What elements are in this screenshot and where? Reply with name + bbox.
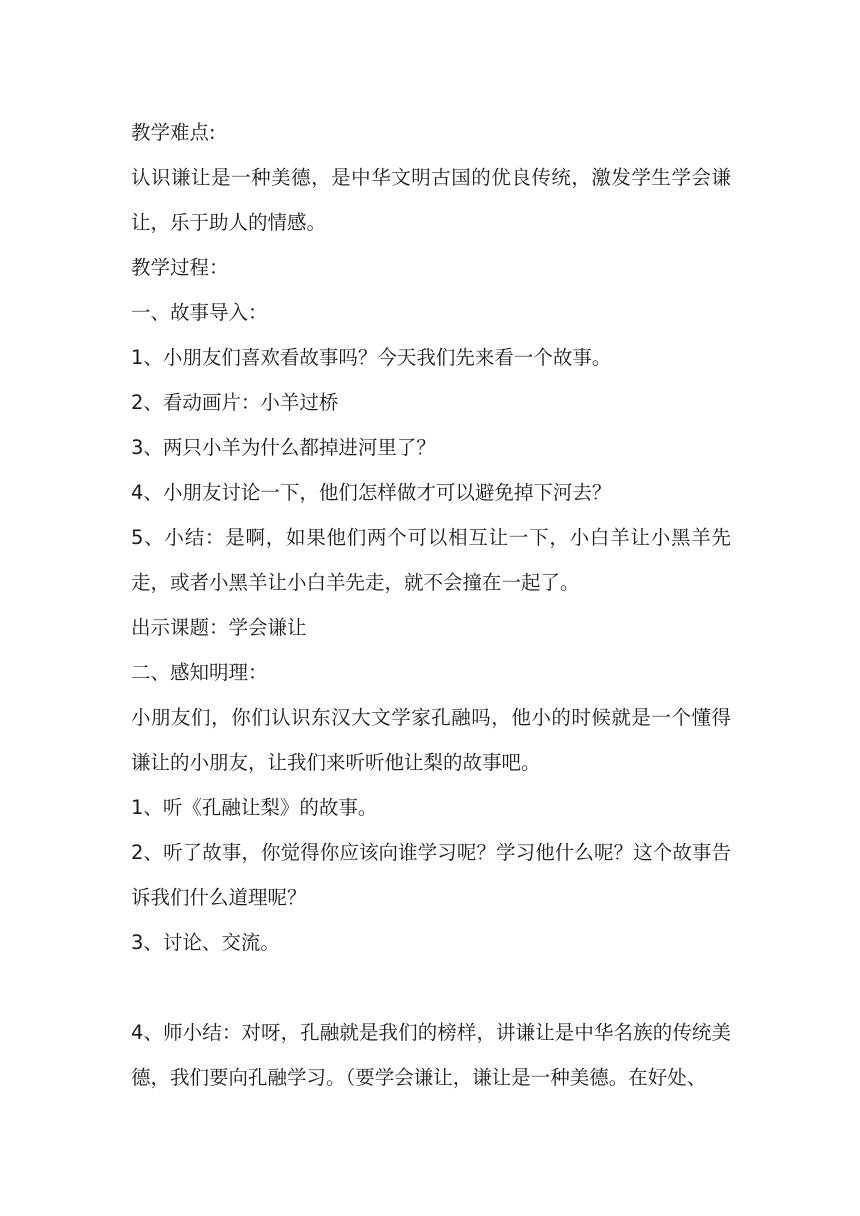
list-item-questions: 2、听了故事，你觉得你应该向谁学习呢？学习他什么呢？这个故事告诉我们什么道理呢？ [131,841,731,909]
section-heading-perception: 二、感知明理： [131,661,268,684]
document-body [131,110,731,1100]
list-item-discussion: 3、讨论、交流。 [131,931,280,954]
section-heading-story-intro: 一、故事导入： [131,301,268,324]
section-heading-difficulty: 教学难点: [131,121,216,144]
lesson-title-line: 出示课题：学会谦让 [131,616,307,639]
list-item-3: 3、两只小羊为什么都掉进河里了？ [131,436,436,459]
list-item-5: 5、小结：是啊，如果他们两个可以相互让一下，小白羊让小黑羊先走，或者小黑羊让小白羊先走，就不会撞在一起了。 [131,526,731,594]
list-item-listen-story: 1、听《孔融让梨》的故事。 [131,796,378,819]
section-heading-process: 教学过程： [131,256,229,279]
list-item-teacher-summary: 4、师小结：对呀，孔融就是我们的榜样，讲谦让是中华名族的传统美德，我们要向孔融学习。（要学会谦让，谦让是一种美德。在好处、 [131,1021,731,1089]
list-item-2: 2、看动画片：小羊过桥 [131,391,339,414]
paragraph-kongrong-intro: 小朋友们，你们认识东汉大文学家孔融吗，他小的时候就是一个懂得谦让的小朋友，让我们来听听他让梨的故事吧。 [131,706,731,774]
paragraph-difficulty-content: 认识谦让是一种美德，是中华文明古国的优良传统，激发学生学会谦让，乐于助人的情感。 [131,166,731,234]
blank-line [131,965,731,1010]
list-item-1: 1、小朋友们喜欢看故事吗？今天我们先来看一个故事。 [131,346,612,369]
list-item-4: 4、小朋友讨论一下，他们怎样做才可以避免掉下河去？ [131,481,612,504]
